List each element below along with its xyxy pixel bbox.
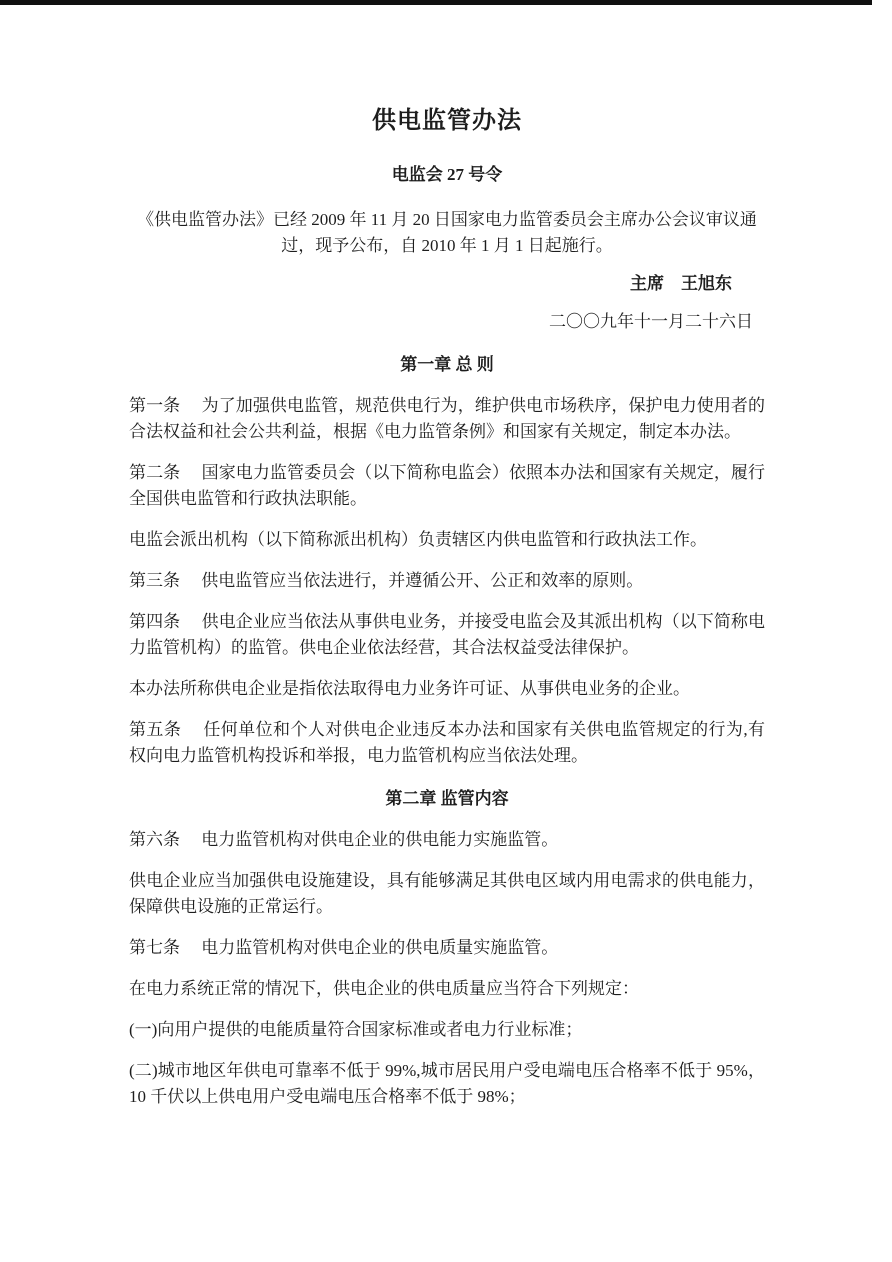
chapter-2 [129,786,765,1110]
promulgation-date: 二〇〇九年十一月二十六日 [549,312,753,331]
paragraph: 在电力系统正常的情况下，供电企业的供电质量应当符合下列规定： [129,979,639,998]
paragraph: 第五条 任何单位和个人对供电企业违反本办法和国家有关供电监管规定的行为,有权向电力监管机构投诉和举报，电力监管机构应当依法处理。 [129,720,765,765]
paragraph: 第四条 供电企业应当依法从事供电业务，并接受电监会及其派出机构（以下简称电力监管机构）的监管。供电企业依法经营，其合法权益受法律保护。 [129,612,765,657]
chapter-1-heading: 第一章 总 则 [400,355,494,374]
chairman-signature: 主席 王旭东 [630,274,732,293]
paragraph: 第二条 国家电力监管委员会（以下简称电监会）依照本办法和国家有关规定，履行全国供电监管和行政执法职能。 [129,463,765,508]
chapter-1 [129,352,765,769]
promulgation-note: 《供电监管办法》已经 2009 年 11 月 20 日国家电力监管委员会主席办公会议审议通过，现予公布，自 2010 年 1 月 1 日起施行。 [137,210,757,255]
paragraph: 电监会派出机构（以下简称派出机构）负责辖区内供电监管和行政执法工作。 [129,530,707,549]
paragraph: 第一条 为了加强供电监管，规范供电行为，维护供电市场秩序，保护电力使用者的合法权益和社会公共利益，根据《电力监管条例》和国家有关规定，制定本办法。 [129,396,765,441]
document-title: 供电监管办法 [372,108,522,134]
paragraph: 供电企业应当加强供电设施建设，具有能够满足其供电区域内用电需求的供电能力，保障供电设施的正常运行。 [129,871,765,916]
paragraph: (一)向用户提供的电能质量符合国家标准或者电力行业标准； [129,1020,583,1039]
paragraph: 第六条 电力监管机构对供电企业的供电能力实施监管。 [129,830,559,849]
paragraph: 第七条 电力监管机构对供电企业的供电质量实施监管。 [129,938,559,957]
chapter-2-paragraphs [129,827,765,1110]
decree-number: 电监会 27 号令 [391,165,503,184]
paragraph: 本办法所称供电企业是指依法取得电力业务许可证、从事供电业务的企业。 [129,679,690,698]
scan-border-top-artifact [0,0,872,5]
chapter-2-heading: 第二章 监管内容 [385,789,509,808]
paragraph: (二)城市地区年供电可靠率不低于 99%,城市居民用户受电端电压合格率不低于 95%，10 千伏以上供电用户受电端电压合格率不低于 98%； [129,1061,765,1106]
chapter-1-paragraphs [129,393,765,769]
paragraph: 第三条 供电监管应当依法进行，并遵循公开、公正和效率的原则。 [129,571,644,590]
